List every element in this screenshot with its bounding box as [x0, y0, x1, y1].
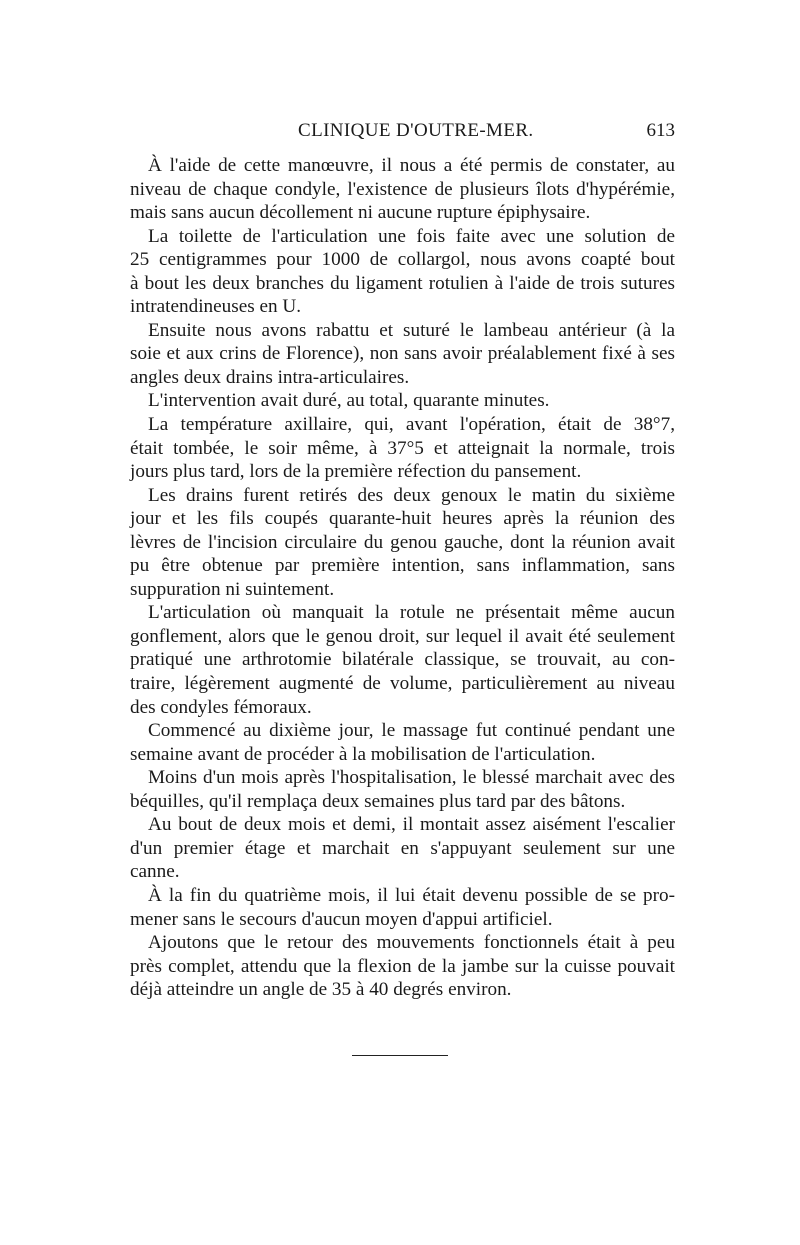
text-line: jours plus tard, lors de la première réfection du pansement.: [130, 461, 582, 483]
text-line: intratendineuses en U.: [130, 296, 302, 318]
text-line: mener sans le secours d'aucun moyen d'appui artificiel.: [130, 908, 553, 930]
text-line: À l'aide de cette manœuvre, il nous a été permis de constater, au: [148, 155, 675, 176]
text-line: La toilette de l'articulation une fois faite avec une solution de: [148, 225, 675, 247]
text-line: angles deux drains intra-articulaires.: [130, 366, 410, 388]
text-line: à bout les deux branches du ligament rotulien à l'aide de trois sutures: [130, 272, 675, 294]
text-line: mais sans aucun décollement ni aucune rupture épiphysaire.: [130, 202, 591, 224]
end-rule: [352, 1055, 448, 1056]
text-line: niveau de chaque condyle, l'existence de plusieurs îlots d'hypérémie,: [130, 178, 675, 200]
text-line: des condyles fémoraux.: [130, 696, 312, 718]
text-line: L'articulation où manquait la rotule ne présentait même aucun: [148, 602, 675, 624]
text-line: déjà atteindre un angle de 35 à 40 degrés environ.: [130, 979, 512, 1001]
page-number: 613: [646, 120, 675, 141]
running-head: [130, 120, 675, 144]
text-line: Moins d'un mois après l'hospitalisation, le blessé marchait avec des: [148, 767, 675, 789]
text-line: pratiqué une arthrotomie bilatérale classique, se trouvait, au con-: [130, 649, 675, 671]
body-text: [130, 154, 675, 1002]
text-line: d'un premier étage et marchait en s'appuyant seulement sur une: [130, 837, 675, 859]
text-line: Commencé au dixième jour, le massage fut continué pendant une: [148, 720, 675, 742]
text-line: Ajoutons que le retour des mouvements fonctionnels était à peu: [148, 932, 675, 954]
text-line: pu être obtenue par première intention, sans inflammation, sans: [130, 555, 675, 577]
text-line: Au bout de deux mois et demi, il montait assez aisément l'escalier: [148, 814, 675, 836]
text-line: gonflement, alors que le genou droit, sur lequel il avait été seulement: [130, 625, 675, 647]
text-line: semaine avant de procéder à la mobilisation de l'articulation.: [130, 743, 596, 765]
text-line: La température axillaire, qui, avant l'opération, était de 38°7,: [148, 414, 675, 436]
text-line: près complet, attendu que la flexion de la jambe sur la cuisse pouvait: [130, 955, 675, 977]
text-line: À la fin du quatrième mois, il lui était devenu possible de se pro-: [148, 884, 675, 906]
text-line: canne.: [130, 861, 180, 883]
text-line: L'intervention avait duré, au total, quarante minutes.: [148, 390, 550, 412]
text-line: traire, légèrement augmenté de volume, particulièrement au niveau: [130, 673, 675, 695]
text-line: jour et les fils coupés quarante-huit heures après la réunion des: [130, 508, 675, 530]
text-line: 25 centigrammes pour 1000 de collargol, nous avons coapté bout: [130, 249, 675, 271]
text-line: soie et aux crins de Florence), non sans avoir préalablement fixé à ses: [130, 343, 675, 365]
text-line: Ensuite nous avons rabattu et suturé le lambeau antérieur (à la: [148, 319, 675, 341]
text-line: lèvres de l'incision circulaire du genou gauche, dont la réunion avait: [130, 531, 675, 553]
text-line: béquilles, qu'il remplaça deux semaines plus tard par des bâtons.: [130, 790, 626, 812]
text-line: suppuration ni suintement.: [130, 578, 335, 600]
text-line: était tombée, le soir même, à 37°5 et atteignait la normale, trois: [130, 437, 675, 459]
text-line: Les drains furent retirés des deux genoux le matin du sixième: [148, 484, 675, 506]
running-title: CLINIQUE D'OUTRE-MER.: [298, 120, 534, 141]
